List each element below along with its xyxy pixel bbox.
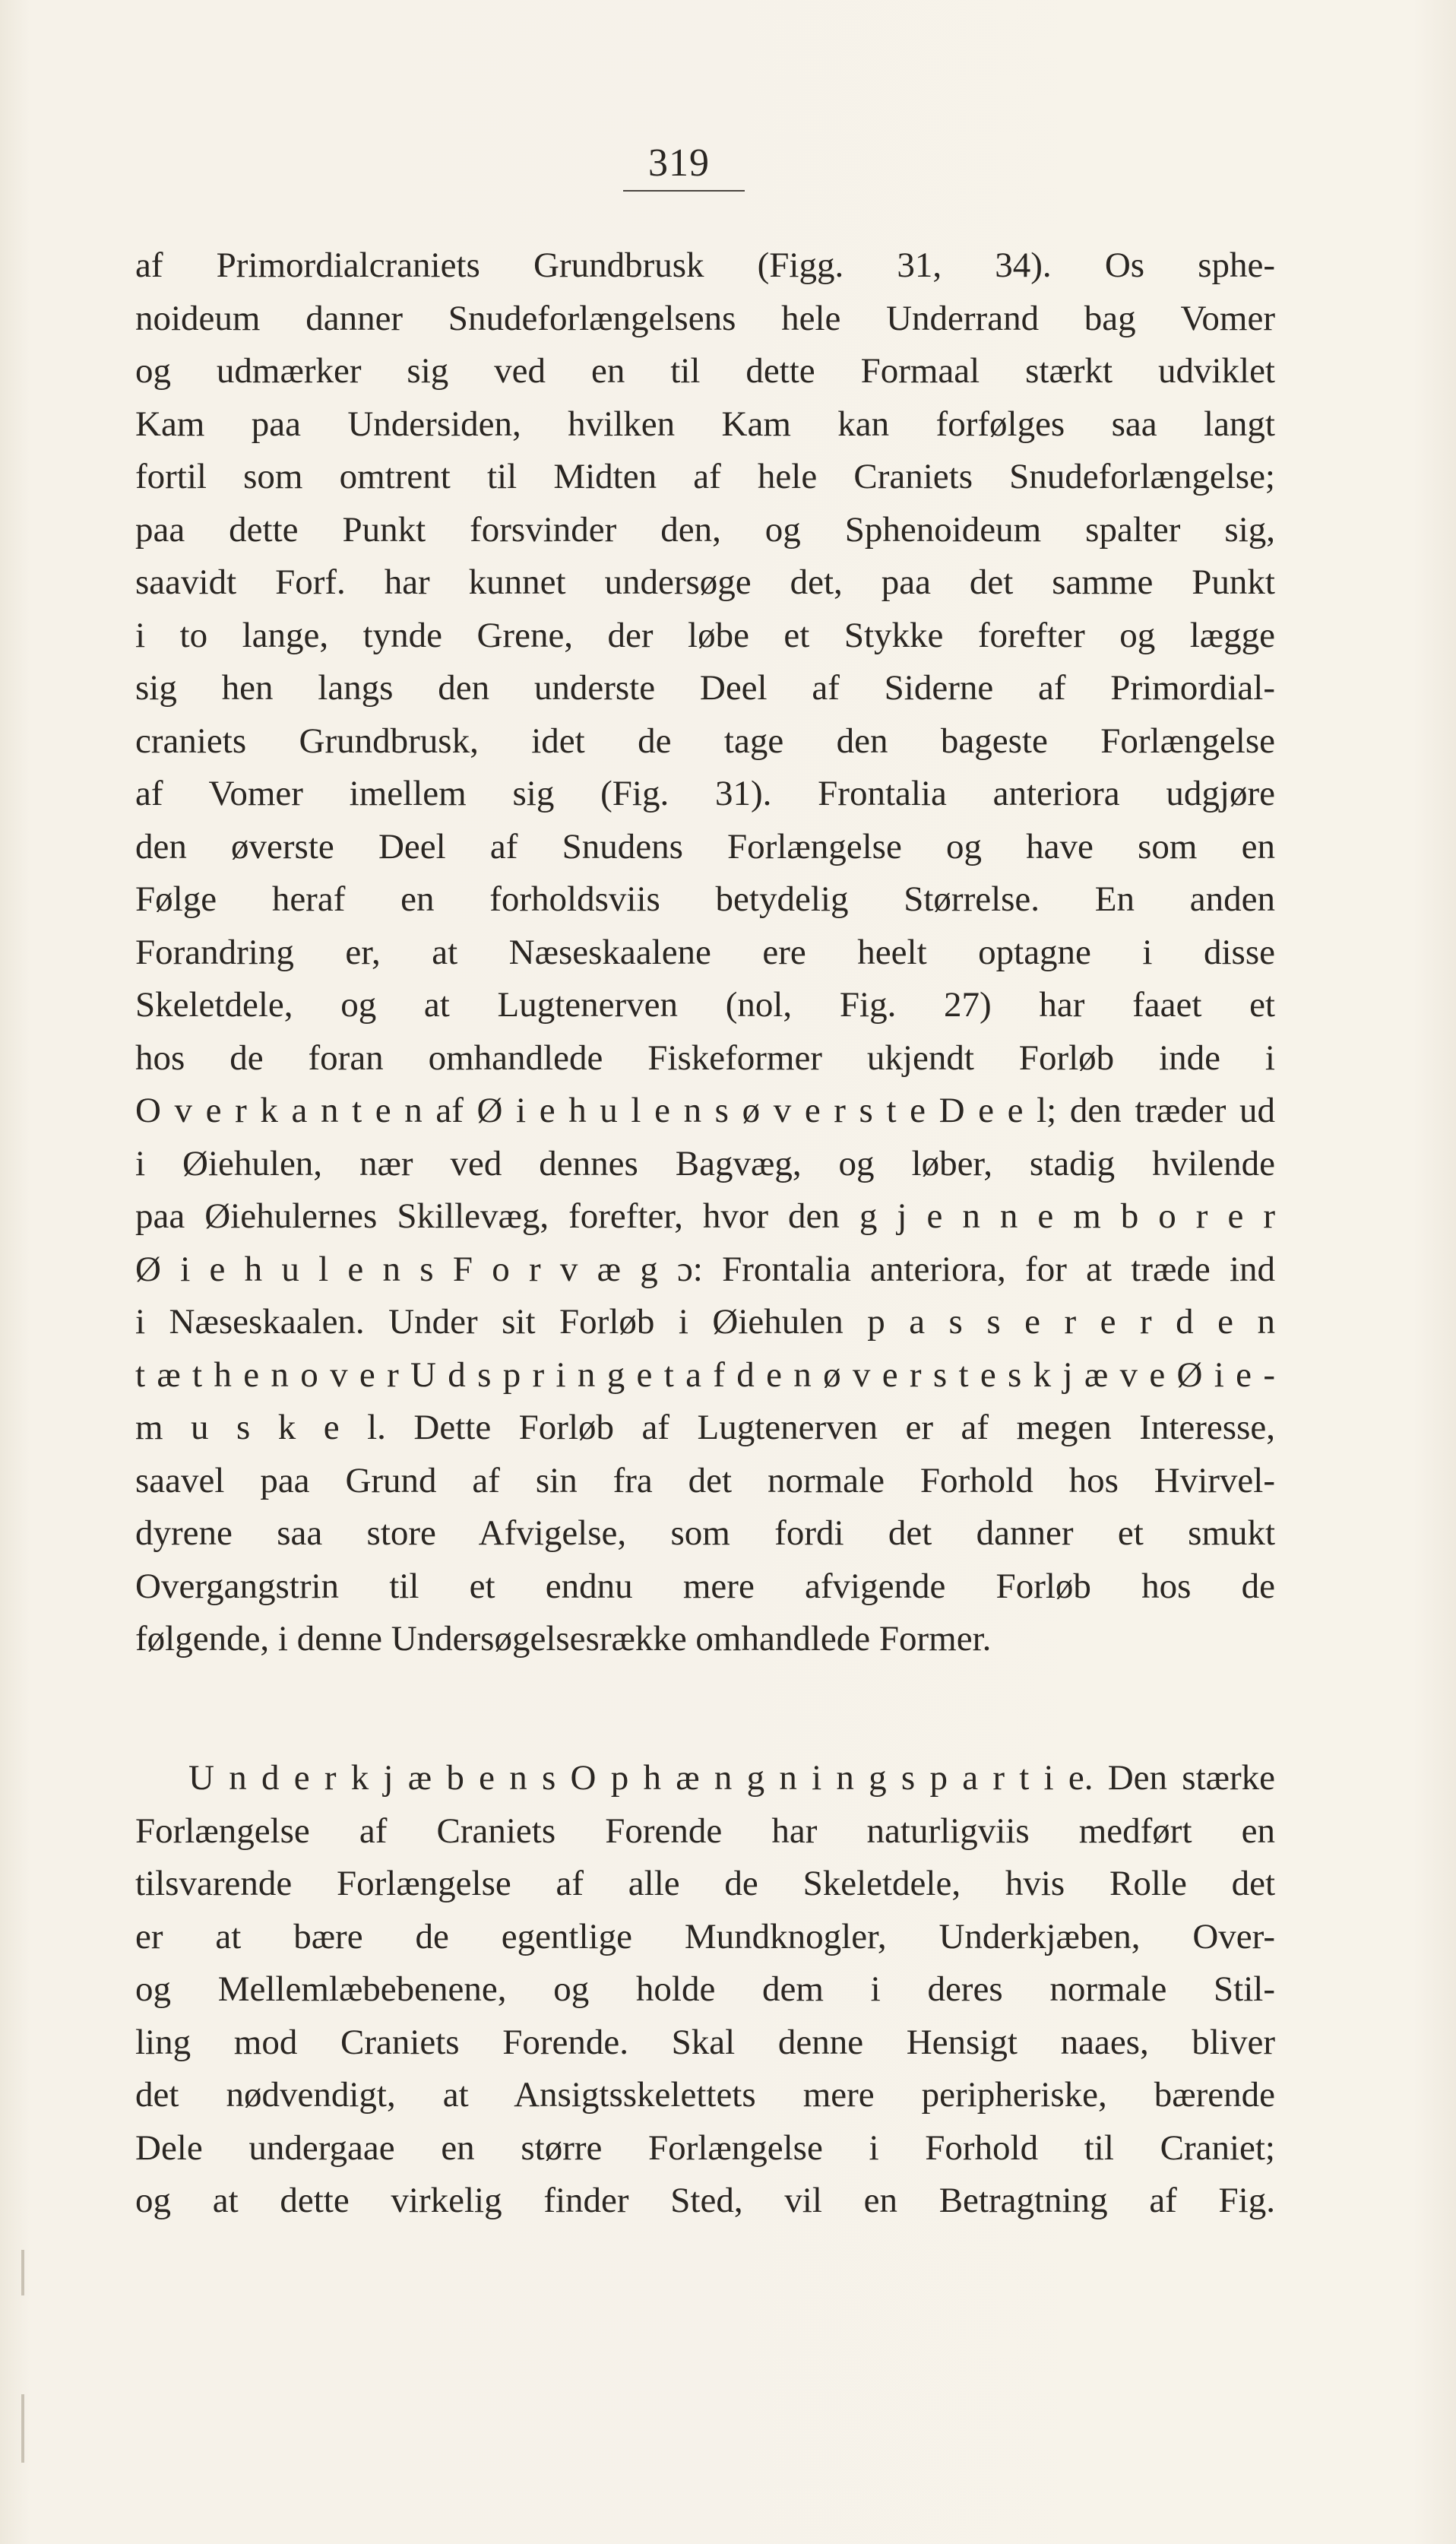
- text-line: paa dette Punkt forsvinder den, og Sphenoideum spalter sig,: [135, 509, 1275, 550]
- text-line: O v e r k a n t e n af Ø i e h u l e n s ø v e r s t e D e e l; den træder ud: [135, 1091, 1275, 1130]
- text-line: Kam paa Undersiden, hvilken Kam kan forfølges saa langt: [135, 404, 1275, 444]
- text-line: Ø i e h u l e n s F o r v æ g ɔ: Frontalia anteriora, for at træde ind: [135, 1249, 1275, 1289]
- text-line: sig hen langs den underste Deel af Siderne af Primordial-: [135, 668, 1275, 708]
- text-line: saavel paa Grund af sin fra det normale Forhold hos Hvirvel-: [135, 1460, 1275, 1500]
- text-line: Forlængelse af Craniets Forende har naturligviis medført en: [135, 1811, 1275, 1851]
- text-line: hos de foran omhandlede Fiskeformer ukjendt Forløb inde i: [135, 1038, 1275, 1078]
- text-line: paa Øiehulernes Skillevæg, forefter, hvor den g j e n n e m b o r e r: [135, 1196, 1275, 1236]
- text-line: tilsvarende Forlængelse af alle de Skeletdele, hvis Rolle det: [135, 1864, 1275, 1903]
- text-line: og Mellemlæbebenene, og holde dem i deres normale Stil-: [135, 1969, 1275, 2009]
- text-line: Skeletdele, og at Lugtenerven (nol, Fig. 27) har faaet et: [135, 985, 1275, 1025]
- text-line: i Næseskaalen. Under sit Forløb i Øiehulen p a s s e r e r d e n: [135, 1302, 1275, 1342]
- text-line: Følge heraf en forholdsviis betydelig Størrelse. En anden: [135, 879, 1275, 919]
- page-number-rule: [623, 190, 745, 192]
- text-line: Dele undergaae en større Forlængelse i Forhold til Craniet;: [135, 2127, 1275, 2168]
- text-line: noideum danner Snudeforlængelsens hele Underrand bag Vomer: [135, 298, 1275, 338]
- text-line: af Primordialcraniets Grundbrusk (Figg. 31, 34). Os sphe-: [135, 246, 1275, 285]
- text-line: craniets Grundbrusk, idet de tage den bageste Forlængelse: [135, 721, 1275, 761]
- text-line: er at bære de egentlige Mundknogler, Underkjæben, Over-: [135, 1916, 1275, 1956]
- text-line: t æ t h e n o v e r U d s p r i n g e t a f d e n ø v e r s t e s k j æ v e Ø i e -: [135, 1354, 1275, 1395]
- text-line: i Øiehulen, nær ved dennes Bagvæg, og løber, stadig hvilende: [135, 1143, 1275, 1183]
- text-line: fortil som omtrent til Midten af hele Craniets Snudeforlængelse;: [135, 457, 1275, 496]
- text-line: det nødvendigt, at Ansigtsskelettets mere peripheriske, bærende: [135, 2075, 1275, 2115]
- text-line: følgende, i denne Undersøgelsesrække omhandlede Former.: [135, 1619, 992, 1659]
- paragraph-2: [135, 1752, 1275, 2228]
- text-line: Forandring er, at Næseskaalene ere heelt optagne i disse: [135, 932, 1275, 972]
- text-line: den øverste Deel af Snudens Forlængelse og have som en: [135, 826, 1275, 866]
- text-line: m u s k e l. Dette Forløb af Lugtenerven er af megen Interesse,: [135, 1408, 1275, 1447]
- text-line: og at dette virkelig finder Sted, vil en Betragtning af Fig.: [135, 2181, 1275, 2220]
- scan-edge-mark: [21, 2250, 24, 2295]
- text-line: saavidt Forf. har kunnet undersøge det, paa det samme Punkt: [135, 562, 1275, 602]
- text-line: i to lange, tynde Grene, der løbe et Stykke forefter og lægge: [135, 615, 1275, 655]
- text-line: Overgangstrin til et endnu mere afvigende Forløb hos de: [135, 1566, 1275, 1606]
- text-line: U n d e r k j æ b e n s O p h æ n g n i n g s p a r t i e. Den stærke: [188, 1758, 1275, 1798]
- text-line: af Vomer imellem sig (Fig. 31). Frontalia anteriora udgjøre: [135, 774, 1275, 813]
- paragraph-1: [135, 239, 1275, 1666]
- scan-edge-mark: [21, 2394, 24, 2463]
- text-line: ling mod Craniets Forende. Skal denne Hensigt naaes, bliver: [135, 2022, 1275, 2062]
- page-number: 319: [648, 141, 710, 185]
- text-line: og udmærker sig ved en til dette Formaal stærkt udviklet: [135, 351, 1275, 391]
- text-line: dyrene saa store Afvigelse, som fordi det danner et smukt: [135, 1513, 1275, 1553]
